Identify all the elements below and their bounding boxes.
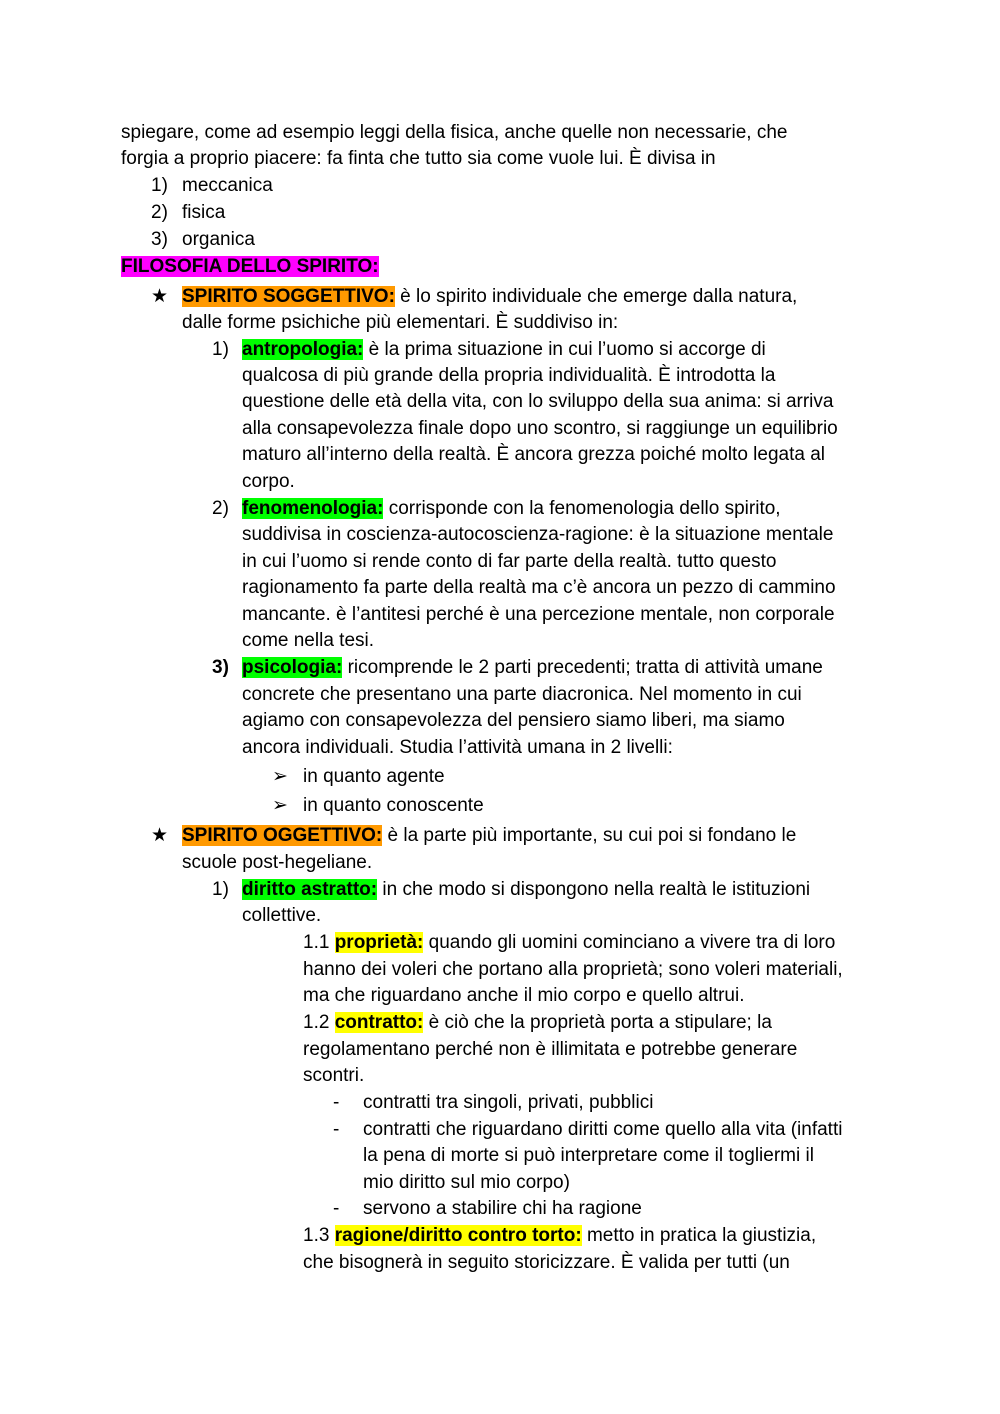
list-item: in quanto conoscente xyxy=(303,795,484,816)
section-heading xyxy=(121,254,379,280)
paragraph-line xyxy=(303,1010,772,1036)
line-text: ricomprende le 2 parti precedenti; tratta di attività umane xyxy=(342,657,823,678)
arrow-bullet-icon: ➢ xyxy=(272,766,288,787)
paragraph-line: questione delle età della vita, con lo sviluppo della sua anima: si arriva xyxy=(242,391,834,412)
paragraph-line: agiamo con consapevolezza del pensiero siamo liberi, ma siamo xyxy=(242,710,785,731)
section-number: 1.2 xyxy=(303,1012,335,1033)
bullet-line xyxy=(182,284,797,310)
line-text: è la prima situazione in cui l’uomo si accorge di xyxy=(363,339,766,360)
paragraph-line: in cui l’uomo si rende conto di far parte della realtà. tutto questo xyxy=(242,551,777,572)
paragraph-line: collettive. xyxy=(242,905,322,926)
term-label: ragione/diritto contro torto: xyxy=(334,1225,582,1246)
list-item: fisica xyxy=(182,202,226,223)
list-item: meccanica xyxy=(182,175,273,196)
paragraph-line: hanno dei voleri che portano alla proprietà; sono voleri materiali, xyxy=(303,959,843,980)
list-item: contratti che riguardano diritti come quello alla vita (infatti xyxy=(363,1119,843,1140)
line-text: corrisponde con la fenomenologia dello spirito, xyxy=(383,498,781,519)
list-marker: 1) xyxy=(151,175,168,196)
paragraph-line: come nella tesi. xyxy=(242,630,375,651)
list-item: servono a stabilire chi ha ragione xyxy=(363,1198,642,1219)
paragraph-line xyxy=(303,930,835,956)
term-label: diritto astratto: xyxy=(242,879,378,900)
bullet-line: dalle forme psichiche più elementari. È suddiviso in: xyxy=(182,312,619,333)
heading-highlight: FILOSOFIA DELLO SPIRITO: xyxy=(121,256,379,277)
paragraph-line: corpo. xyxy=(242,471,295,492)
paragraph-line xyxy=(242,877,810,903)
term-label: fenomenologia: xyxy=(242,498,384,519)
line-text: è lo spirito individuale che emerge dalla natura, xyxy=(394,286,798,307)
bullet-line xyxy=(182,823,796,849)
dash-bullet: - xyxy=(333,1198,340,1219)
paragraph-line: maturo all’interno della realtà. È ancora grezza poiché molto legata al xyxy=(242,444,825,465)
list-marker: 1) xyxy=(212,879,229,900)
dash-bullet: - xyxy=(333,1119,340,1140)
term-label: psicologia: xyxy=(242,657,343,678)
paragraph-line: ragionamento fa parte della realtà ma c’è ancora un pezzo di cammino xyxy=(242,577,836,598)
paragraph-line: qualcosa di più grande della propria individualità. È introdotta la xyxy=(242,365,776,386)
section-number: 1.1 xyxy=(303,932,335,953)
list-item: in quanto agente xyxy=(303,766,445,787)
paragraph-line: alla consapevolezza finale dopo uno scontro, si raggiunge un equilibrio xyxy=(242,418,838,439)
line-text: quando gli uomini cominciano a vivere tra di loro xyxy=(423,932,836,953)
list-item: mio diritto sul mio corpo) xyxy=(363,1172,570,1193)
paragraph-line: suddivisa in coscienza-autocoscienza-ragione: è la situazione mentale xyxy=(242,524,834,545)
term-label: antropologia: xyxy=(242,339,364,360)
term-label: contratto: xyxy=(334,1012,424,1033)
intro-line: spiegare, come ad esempio leggi della fisica, anche quelle non necessarie, che xyxy=(121,122,788,143)
star-bullet-icon: ★ xyxy=(151,286,169,307)
line-text: metto in pratica la giustizia, xyxy=(581,1225,817,1246)
line-text: in che modo si dispongono nella realtà le istituzioni xyxy=(377,879,811,900)
paragraph-line: ancora individuali. Studia l’attività umana in 2 livelli: xyxy=(242,737,673,758)
list-marker: 3) xyxy=(151,229,168,250)
list-item: contratti tra singoli, privati, pubblici xyxy=(363,1092,654,1113)
star-bullet-icon: ★ xyxy=(151,825,169,846)
arrow-bullet-icon: ➢ xyxy=(272,795,288,816)
line-text: è ciò che la proprietà porta a stipulare; la xyxy=(423,1012,772,1033)
list-item: la pena di morte si può interpretare come il togliermi il xyxy=(363,1145,814,1166)
paragraph-line: concrete che presentano una parte diacronica. Nel momento in cui xyxy=(242,684,802,705)
paragraph-line: mancante. è l’antitesi perché è una percezione mentale, non corporale xyxy=(242,604,835,625)
list-marker: 2) xyxy=(151,202,168,223)
list-marker: 1) xyxy=(212,339,229,360)
paragraph-line: scontri. xyxy=(303,1065,365,1086)
paragraph-line xyxy=(242,496,781,522)
list-item: organica xyxy=(182,229,255,250)
term-label: SPIRITO SOGGETTIVO: xyxy=(182,286,395,307)
term-label: SPIRITO OGGETTIVO: xyxy=(182,825,383,846)
bullet-line: scuole post-hegeliane. xyxy=(182,852,373,873)
paragraph-line: regolamentano perché non è illimitata e potrebbe generare xyxy=(303,1039,798,1060)
list-marker: 2) xyxy=(212,498,229,519)
dash-bullet: - xyxy=(333,1092,340,1113)
paragraph-line xyxy=(303,1223,816,1249)
section-number: 1.3 xyxy=(303,1225,335,1246)
term-label: proprietà: xyxy=(334,932,424,953)
intro-line: forgia a proprio piacere: fa finta che tutto sia come vuole lui. È divisa in xyxy=(121,148,716,169)
paragraph-line: ma che riguardano anche il mio corpo e quello altrui. xyxy=(303,985,745,1006)
paragraph-line xyxy=(242,337,766,363)
line-text: è la parte più importante, su cui poi si fondano le xyxy=(382,825,797,846)
paragraph-line: che bisognerà in seguito storicizzare. È valida per tutti (un xyxy=(303,1252,790,1273)
paragraph-line xyxy=(242,655,823,681)
list-marker: 3) xyxy=(212,657,229,678)
